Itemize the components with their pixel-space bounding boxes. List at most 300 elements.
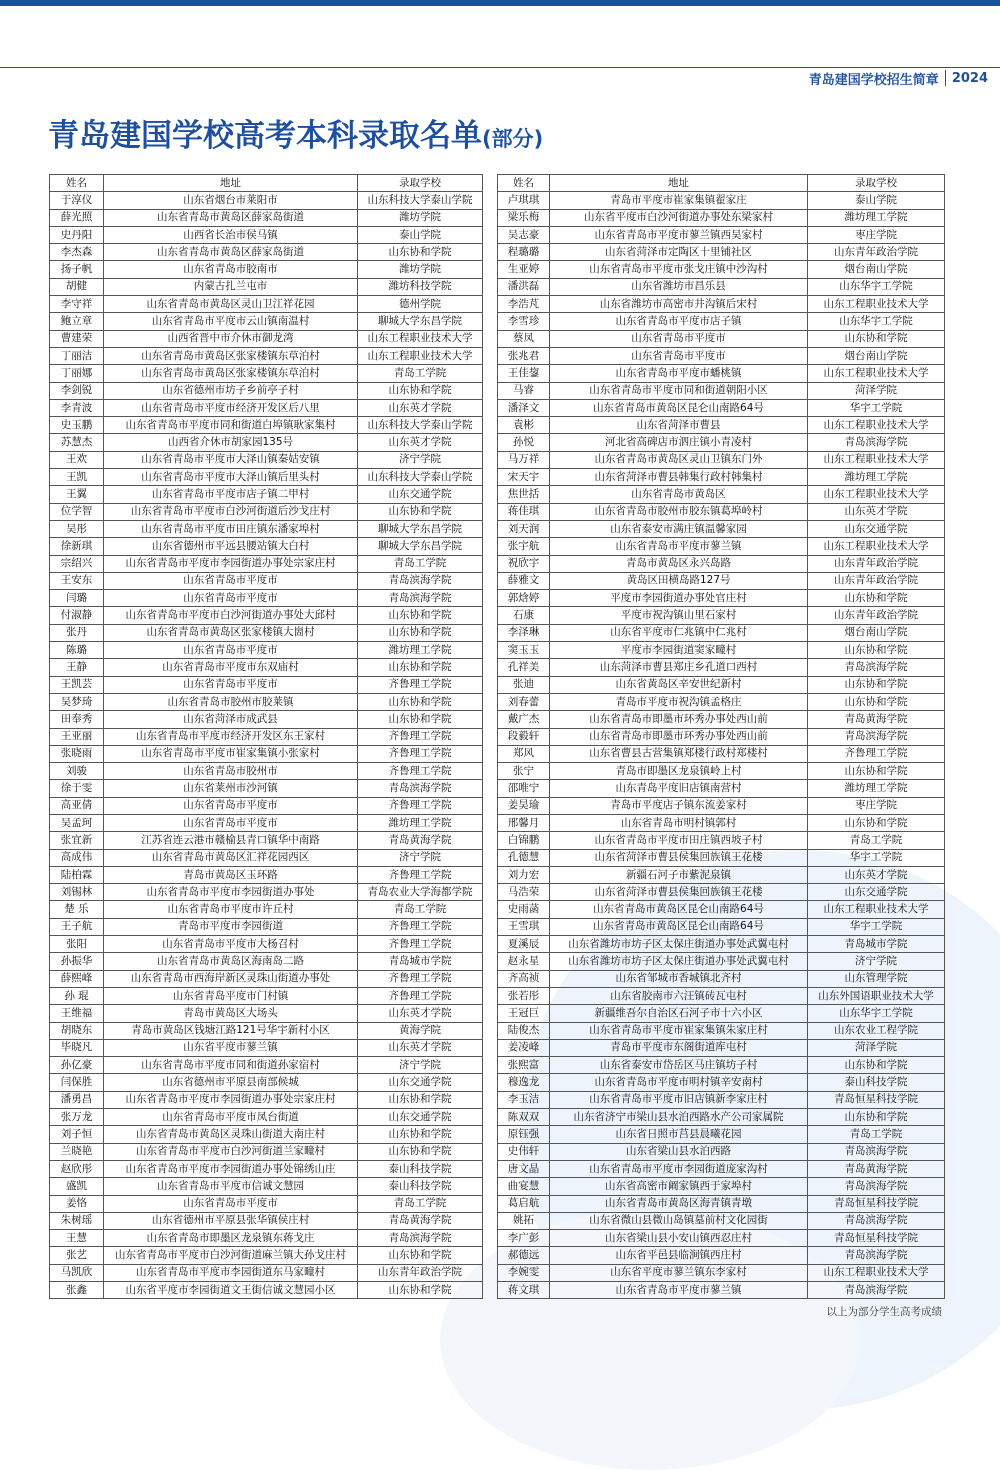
cell-name: 李青波: [50, 399, 104, 416]
cell-school: 济宁学院: [358, 451, 483, 468]
table-row: [498, 1109, 945, 1126]
cell-name: 蒋佳琪: [498, 503, 550, 520]
table-row: [50, 987, 483, 1004]
cell-address: 青岛市平度市东阁街道库屯村: [550, 1039, 808, 1056]
cell-school: 青岛滨海学院: [358, 572, 483, 589]
cell-name: 李守祥: [50, 296, 104, 313]
cell-address: 平度市李园街道办事处官庄村: [550, 590, 808, 607]
table-row: [50, 866, 483, 883]
cell-name: 史丹阳: [50, 226, 104, 243]
cell-school: 泰山学院: [808, 192, 945, 209]
table-row: [498, 330, 945, 347]
cell-address: 山东省青岛市平度市明村镇辛安南村: [550, 1074, 808, 1091]
cell-address: 山东省青岛市平度市李园街道办事处宗家庄村: [104, 1091, 358, 1108]
cell-school: 山东协和学院: [358, 693, 483, 710]
cell-address: 山东省梁山县水泊西路: [550, 1143, 808, 1160]
cell-address: 青岛市平度市崔家集镇翟家庄: [550, 192, 808, 209]
cell-name: 穆逸龙: [498, 1074, 550, 1091]
table-row: [498, 676, 945, 693]
cell-school: 山东交通学院: [808, 520, 945, 537]
table-row: [50, 676, 483, 693]
cell-school: 泰山科技学院: [358, 1178, 483, 1195]
cell-school: 山东协和学院: [358, 503, 483, 520]
cell-school: 山东工程职业技术大学: [808, 486, 945, 503]
table-row: [50, 970, 483, 987]
table-row: [50, 503, 483, 520]
table-row: [498, 711, 945, 728]
cell-school: 山东华宇工学院: [808, 278, 945, 295]
cell-name: 刘锡林: [50, 884, 104, 901]
cell-school: 聊城大学东昌学院: [358, 538, 483, 555]
cell-name: 祝欣宇: [498, 555, 550, 572]
cell-name: 白锦鹏: [498, 832, 550, 849]
table-row: [498, 884, 945, 901]
cell-address: 青岛市黄岛区钱塘江路121号华宇新村小区: [104, 1022, 358, 1039]
table-row: [50, 486, 483, 503]
cell-school: 泰山科技学院: [808, 1074, 945, 1091]
column-header-address: 地址: [550, 175, 808, 192]
admission-table-left: [49, 174, 483, 1299]
cell-name: 吴孟珂: [50, 814, 104, 831]
cell-address: 山西省介休市胡家园135号: [104, 434, 358, 451]
cell-address: 山东省青岛市平度市蓼兰镇: [550, 538, 808, 555]
cell-school: 山东青年政治学院: [358, 1264, 483, 1281]
table-row: [498, 970, 945, 987]
cell-address: 江苏省连云港市赣榆县青口镇华中南路: [104, 832, 358, 849]
cell-address: 山东省青岛市平度市田庄镇西坡子村: [550, 832, 808, 849]
cell-address: 平度市祝沟镇山里石家村: [550, 607, 808, 624]
cell-address: 山东省菏泽市成武县: [104, 711, 358, 728]
cell-school: 青岛工学院: [358, 1195, 483, 1212]
cell-address: 山东省青岛市平度市同和街道白埠镇耿家集村: [104, 417, 358, 434]
table-row: [498, 417, 945, 434]
cell-school: 烟台南山学院: [808, 261, 945, 278]
cell-name: 王凯芸: [50, 676, 104, 693]
cell-name: 潘勇昌: [50, 1091, 104, 1108]
cell-school: 山东工程职业技术大学: [808, 451, 945, 468]
cell-school: 青岛滨海学院: [808, 1247, 945, 1264]
cell-address: 山东省菏泽市曹县侯集回族镇王花楼: [550, 884, 808, 901]
table-row: [498, 797, 945, 814]
cell-name: 张宁: [498, 763, 550, 780]
cell-name: 张晓雨: [50, 745, 104, 762]
cell-address: 山东省微山县微山岛镇墓前村文化园街: [550, 1212, 808, 1229]
table-row: [50, 209, 483, 226]
cell-address: 山东省菏泽市曹县: [550, 417, 808, 434]
cell-name: 田奉秀: [50, 711, 104, 728]
table-row: [50, 745, 483, 762]
cell-school: 齐鲁理工学院: [358, 797, 483, 814]
table-row: [50, 901, 483, 918]
table-row: [498, 745, 945, 762]
cell-name: 宗绍兴: [50, 555, 104, 572]
cell-school: 山东协和学院: [358, 1126, 483, 1143]
table-row: [50, 693, 483, 710]
cell-address: 山东省青岛市黄岛区灵山卫镇东门外: [550, 451, 808, 468]
cell-name: 徐于雯: [50, 780, 104, 797]
cell-address: 山东省青岛市平度市同和街道朝阳小区: [550, 382, 808, 399]
cell-address: 山东省青岛市黄岛区: [550, 486, 808, 503]
table-row: [498, 642, 945, 659]
cell-school: 山东协和学院: [358, 624, 483, 641]
cell-address: 山东省青岛市平度市李园街道庞家沟村: [550, 1160, 808, 1177]
cell-school: 枣庄学院: [808, 797, 945, 814]
table-row: [50, 365, 483, 382]
cell-school: 山东协和学院: [358, 1091, 483, 1108]
cell-name: 孙悦: [498, 434, 550, 451]
cell-name: 邵唯宁: [498, 780, 550, 797]
cell-name: 吴志豪: [498, 226, 550, 243]
cell-address: 山东省黄岛区辛安世纪新村: [550, 676, 808, 693]
cell-school: 华宇工学院: [808, 918, 945, 935]
table-row: [50, 1039, 483, 1056]
cell-address: 山东菏泽市曹县郑庄乡孔道口西村: [550, 659, 808, 676]
cell-school: 青岛工学院: [808, 1126, 945, 1143]
table-row: [498, 555, 945, 572]
table-row: [50, 797, 483, 814]
cell-school: 山东科技大学泰山学院: [358, 417, 483, 434]
cell-school: 潍坊科技学院: [358, 278, 483, 295]
cell-address: 山东省青岛市平度市白沙河街道麻兰镇大孙戈庄村: [104, 1247, 358, 1264]
cell-school: 青岛滨海学院: [808, 659, 945, 676]
table-row: [498, 209, 945, 226]
cell-school: 山东协和学院: [808, 330, 945, 347]
cell-name: 李玉洁: [498, 1091, 550, 1108]
cell-school: 青岛恒星科技学院: [808, 1091, 945, 1108]
table-row: [50, 1005, 483, 1022]
cell-address: 山东省青岛市黄岛区张家楼镇东草泊村: [104, 347, 358, 364]
cell-name: 高成伟: [50, 849, 104, 866]
cell-name: 胡健: [50, 278, 104, 295]
cell-school: 青岛工学院: [358, 555, 483, 572]
cell-school: 山东英才学院: [358, 399, 483, 416]
cell-address: 青岛市即墨区龙泉镇岭上村: [550, 763, 808, 780]
cell-name: 蔡凤: [498, 330, 550, 347]
cell-school: 菏泽学院: [808, 1039, 945, 1056]
cell-address: 山东省平度市蓼兰镇东李家村: [550, 1264, 808, 1281]
cell-address: 山东省胶南市六汪镇砖瓦屯村: [550, 987, 808, 1004]
cell-school: 青岛滨海学院: [808, 728, 945, 745]
table-row: [50, 1126, 483, 1143]
cell-school: 山东华宇工学院: [808, 313, 945, 330]
cell-name: 高亚倩: [50, 797, 104, 814]
cell-address: 山东省青岛市黄岛区薛家岛街道: [104, 244, 358, 261]
cell-address: 山东省青岛市平度市同和街道孙家宿村: [104, 1057, 358, 1074]
table-row: [498, 226, 945, 243]
table-row: [498, 1247, 945, 1264]
cell-address: 山东省菏泽市定陶区十里铺社区: [550, 244, 808, 261]
table-row: [50, 296, 483, 313]
table-row: [498, 1282, 945, 1299]
table-row: [50, 728, 483, 745]
table-row: [498, 693, 945, 710]
cell-name: 梁乐梅: [498, 209, 550, 226]
cell-school: 山东科技大学泰山学院: [358, 469, 483, 486]
top-accent-bar: [0, 0, 1000, 6]
cell-school: 山东青年政治学院: [808, 572, 945, 589]
cell-name: 原钰强: [498, 1126, 550, 1143]
table-row: [50, 780, 483, 797]
cell-address: 山东省高密市阚家镇西于家埠村: [550, 1178, 808, 1195]
cell-school: 山东华宇工学院: [808, 1005, 945, 1022]
table-row: [50, 1057, 483, 1074]
cell-address: 山东省青岛市黄岛区灵珠山街道大南庄村: [104, 1126, 358, 1143]
cell-name: 李婉雯: [498, 1264, 550, 1281]
cell-address: 河北省高碑店市泗庄镇小青凌村: [550, 434, 808, 451]
cell-address: 山东省青岛市平度市: [550, 330, 808, 347]
cell-address: 新疆维吾尔自治区石河子市十六小区: [550, 1005, 808, 1022]
column-header-school: 录取学校: [358, 175, 483, 192]
cell-address: 山东省青岛市平度市李园街道办事处宗家庄村: [104, 555, 358, 572]
cell-school: 德州学院: [358, 296, 483, 313]
cell-school: 聊城大学东昌学院: [358, 520, 483, 537]
table-row: [50, 347, 483, 364]
cell-address: 山东省青岛市黄岛区海青镇青墩: [550, 1195, 808, 1212]
cell-school: 山东协和学院: [808, 642, 945, 659]
table-row: [498, 728, 945, 745]
cell-name: 鲍立章: [50, 313, 104, 330]
table-row: [498, 399, 945, 416]
cell-school: 青岛滨海学院: [358, 780, 483, 797]
cell-address: 山东省德州市平原县张华镇侯庄村: [104, 1212, 358, 1229]
cell-name: 陆柏霖: [50, 866, 104, 883]
cell-address: 山东省青岛市平度市店子镇二甲村: [104, 486, 358, 503]
cell-name: 丁丽洁: [50, 347, 104, 364]
table-row: [50, 417, 483, 434]
header-separator: [945, 70, 946, 86]
cell-school: 青岛滨海学院: [808, 1178, 945, 1195]
cell-address: 山东省青岛市平度市经济开发区东王家村: [104, 728, 358, 745]
table-header-row: [50, 175, 483, 192]
cell-school: 青岛滨海学院: [808, 434, 945, 451]
cell-address: 山东省青岛市黄岛区昆仑山南路64号: [550, 399, 808, 416]
cell-address: 山东省青岛市平度市经济开发区后八里: [104, 399, 358, 416]
cell-address: 山东省梁山县小安山镇西忍庄村: [550, 1230, 808, 1247]
cell-school: 山东工程职业技术大学: [358, 330, 483, 347]
table-row: [498, 607, 945, 624]
cell-name: 于淳仪: [50, 192, 104, 209]
cell-name: 薛熙峰: [50, 970, 104, 987]
cell-school: 山东工程职业技术大学: [808, 417, 945, 434]
cell-name: 马浩荣: [498, 884, 550, 901]
cell-name: 史伟轩: [498, 1143, 550, 1160]
cell-address: 山东省青岛市平度市张戈庄镇中沙沟村: [550, 261, 808, 278]
table-row: [498, 624, 945, 641]
table-row: [50, 659, 483, 676]
cell-address: 山东省青岛市平度市店子镇: [550, 313, 808, 330]
cell-name: 张兆君: [498, 347, 550, 364]
table-row: [50, 1074, 483, 1091]
cell-school: 齐鲁理工学院: [358, 866, 483, 883]
table-row: [50, 624, 483, 641]
table-row: [498, 901, 945, 918]
cell-school: 枣庄学院: [808, 226, 945, 243]
cell-name: 丁丽娜: [50, 365, 104, 382]
table-row: [498, 192, 945, 209]
table-row: [50, 936, 483, 953]
column-header-name: 姓名: [50, 175, 104, 192]
cell-name: 张宜新: [50, 832, 104, 849]
cell-name: 孙亿豪: [50, 1057, 104, 1074]
header-year: 2024: [951, 70, 988, 86]
cell-school: 青岛黄海学院: [808, 1160, 945, 1177]
cell-name: 蒋文琪: [498, 1282, 550, 1299]
cell-name: 王静: [50, 659, 104, 676]
cell-school: 齐鲁理工学院: [358, 987, 483, 1004]
cell-name: 张阳: [50, 936, 104, 953]
table-row: [498, 278, 945, 295]
cell-school: 潍坊理工学院: [358, 642, 483, 659]
table-row: [50, 382, 483, 399]
table-row: [498, 365, 945, 382]
cell-name: 姜凌峰: [498, 1039, 550, 1056]
table-row: [498, 296, 945, 313]
cell-name: 郝德远: [498, 1247, 550, 1264]
table-row: [498, 572, 945, 589]
table-row: [498, 503, 945, 520]
cell-school: 菏泽学院: [808, 382, 945, 399]
table-row: [50, 1264, 483, 1281]
cell-address: 山东青岛平度旧店镇南营村: [550, 780, 808, 797]
cell-name: 付淑静: [50, 607, 104, 624]
cell-school: 齐鲁理工学院: [358, 745, 483, 762]
cell-name: 李浩芃: [498, 296, 550, 313]
table-row: [50, 1160, 483, 1177]
admission-table-right: [497, 174, 945, 1299]
cell-address: 山东省平度市白沙河街道办事处东梁家村: [550, 209, 808, 226]
cell-name: 程璐璐: [498, 244, 550, 261]
cell-address: 山东省青岛市胶南市: [104, 261, 358, 278]
cell-address: 山东省青岛市平度市: [104, 572, 358, 589]
cell-address: 山东省青岛市平度市大泽山镇秦姑安镇: [104, 451, 358, 468]
cell-school: 青岛黄海学院: [358, 1212, 483, 1229]
cell-name: 兰晓艳: [50, 1143, 104, 1160]
cell-name: 赵欣彤: [50, 1160, 104, 1177]
table-row: [498, 1160, 945, 1177]
cell-school: 烟台南山学院: [808, 347, 945, 364]
table-row: [498, 1143, 945, 1160]
table-row: [498, 1005, 945, 1022]
cell-name: 刘骏: [50, 763, 104, 780]
cell-name: 王凯: [50, 469, 104, 486]
cell-address: 青岛市平度市祝沟镇孟格庄: [550, 693, 808, 710]
cell-address: 山东省青岛市平度市白沙河街道办事处大邱村: [104, 607, 358, 624]
cell-school: 山东工程职业技术大学: [808, 538, 945, 555]
cell-name: 孙 琨: [50, 987, 104, 1004]
cell-name: 王慧: [50, 1230, 104, 1247]
cell-name: 史玉鹏: [50, 417, 104, 434]
cell-school: 齐鲁理工学院: [358, 936, 483, 953]
cell-name: 位学智: [50, 503, 104, 520]
cell-address: 山东省青岛市平度市蓼兰镇西吴家村: [550, 226, 808, 243]
table-row: [498, 953, 945, 970]
table-row: [498, 1178, 945, 1195]
cell-school: 青岛城市学院: [358, 953, 483, 970]
cell-name: 苏慧杰: [50, 434, 104, 451]
cell-name: 毕晓凡: [50, 1039, 104, 1056]
cell-school: 山东青年政治学院: [808, 244, 945, 261]
cell-name: 楚 乐: [50, 901, 104, 918]
cell-name: 郭焓婷: [498, 590, 550, 607]
table-row: [498, 866, 945, 883]
cell-name: 齐高祯: [498, 970, 550, 987]
table-row: [50, 607, 483, 624]
cell-name: 唐文晶: [498, 1160, 550, 1177]
table-row: [50, 520, 483, 537]
table-row: [498, 936, 945, 953]
cell-name: 王安东: [50, 572, 104, 589]
table-row: [50, 399, 483, 416]
table-row: [50, 1109, 483, 1126]
table-row: [50, 884, 483, 901]
cell-school: 济宁学院: [808, 953, 945, 970]
cell-name: 刘天润: [498, 520, 550, 537]
table-row: [498, 849, 945, 866]
cell-name: 姜恪: [50, 1195, 104, 1212]
table-row: [498, 538, 945, 555]
cell-school: 青岛滨海学院: [358, 1230, 483, 1247]
cell-school: 青岛工学院: [358, 365, 483, 382]
cell-address: 山东省青岛市胶州市胶莱镇: [104, 693, 358, 710]
cell-name: 宋天宇: [498, 469, 550, 486]
column-header-address: 地址: [104, 175, 358, 192]
cell-name: 曹建荣: [50, 330, 104, 347]
cell-school: 青岛恒星科技学院: [808, 1195, 945, 1212]
cell-name: 张鑫: [50, 1282, 104, 1299]
cell-name: 陈璐: [50, 642, 104, 659]
cell-address: 山东省菏泽市曹县侯集回族镇王花楼: [550, 849, 808, 866]
cell-address: 山东省青岛市平度市蓼兰镇: [550, 1282, 808, 1299]
cell-address: 山东省青岛市平度市: [104, 1195, 358, 1212]
cell-name: 王翼: [50, 486, 104, 503]
table-row: [50, 330, 483, 347]
cell-address: 山东省菏泽市曹县韩集行政村韩集村: [550, 469, 808, 486]
cell-name: 胡晓东: [50, 1022, 104, 1039]
cell-school: 山东英才学院: [358, 434, 483, 451]
table-row: [498, 918, 945, 935]
cell-school: 山东协和学院: [808, 693, 945, 710]
page-title: [48, 114, 543, 161]
table-row: [498, 763, 945, 780]
cell-name: 张艺: [50, 1247, 104, 1264]
table-row: [50, 555, 483, 572]
table-row: [50, 711, 483, 728]
table-row: [50, 226, 483, 243]
cell-address: 山东省德州市平原县南部候城: [104, 1074, 358, 1091]
cell-address: 山东省青岛平度市门村镇: [104, 987, 358, 1004]
cell-address: 山东省青岛市即墨区龙泉镇东蒋戈庄: [104, 1230, 358, 1247]
table-row: [498, 1212, 945, 1229]
cell-school: 山东工程职业技术大学: [808, 1264, 945, 1281]
cell-school: 青岛滨海学院: [358, 590, 483, 607]
cell-name: 马凯欣: [50, 1264, 104, 1281]
cell-address: 山东省青岛市即墨市环秀办事处西山前: [550, 711, 808, 728]
table-row: [498, 451, 945, 468]
cell-address: 山东省青岛市平度市大泽山镇后里头村: [104, 469, 358, 486]
cell-name: 闫璐: [50, 590, 104, 607]
cell-address: 山东省青岛市平度市白沙河街道兰家疃村: [104, 1143, 358, 1160]
cell-name: 孔祥美: [498, 659, 550, 676]
cell-name: 王佳鋆: [498, 365, 550, 382]
cell-name: 王亚丽: [50, 728, 104, 745]
cell-name: 段毅轩: [498, 728, 550, 745]
cell-address: 黄岛区田横岛路127号: [550, 572, 808, 589]
cell-name: 扬子帆: [50, 261, 104, 278]
cell-name: 戴广杰: [498, 711, 550, 728]
cell-address: 山东省青岛市平度市大杨召村: [104, 936, 358, 953]
table-row: [50, 1230, 483, 1247]
cell-address: 山东省青岛市平度市凤台街道: [104, 1109, 358, 1126]
